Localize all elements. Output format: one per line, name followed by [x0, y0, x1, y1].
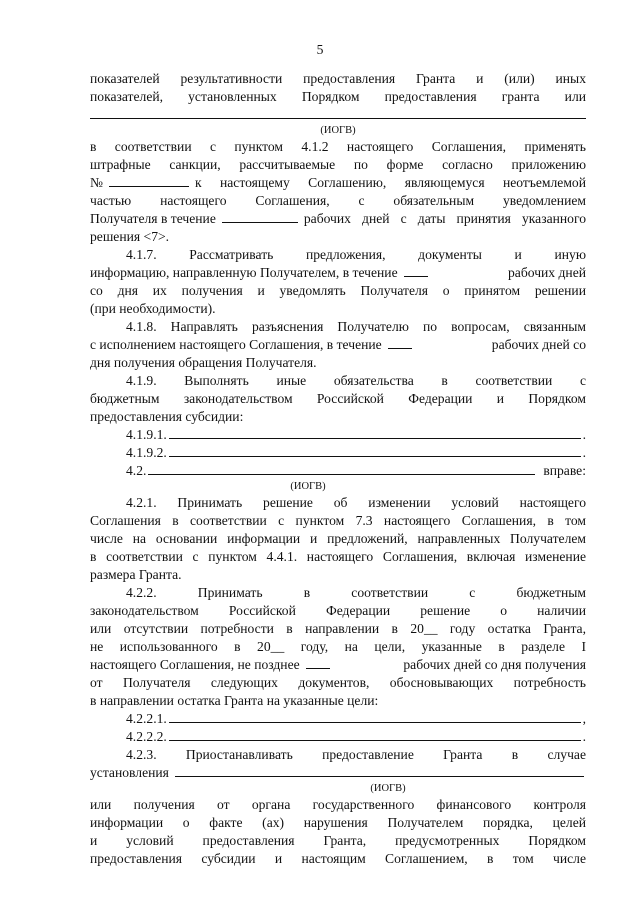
text-line: предоставления субсидии и настоящим Соглашением, в том числе — [90, 851, 586, 866]
text-fragment: рабочих дней со дня получения — [403, 657, 586, 672]
text-line: 4.1.8. Направлять разъяснения Получателю по вопросам, связанным — [126, 319, 586, 334]
text-line: законодательством Российской Федерации решение о наличии — [90, 603, 586, 618]
text-fragment: Получателя в течение — [90, 211, 216, 226]
text-line: бюджетным законодательством Российской Федерации и Порядком — [90, 391, 586, 406]
text-line: или отсутствии потребности в направлении в 20__ году остатка Гранта, — [90, 621, 586, 636]
fill-line — [90, 444, 586, 462]
fill-line — [90, 426, 586, 444]
blank-field — [306, 656, 330, 669]
item-number: 4.2.2.1. — [126, 711, 167, 726]
fill-line — [90, 106, 586, 124]
item-punct: . — [582, 729, 586, 744]
text-fragment: информацию, направленную Получателем, в течение — [90, 265, 398, 280]
item-number: 4.2. — [126, 463, 147, 478]
text-line: (при необходимости). — [90, 301, 216, 316]
text-line: 4.1.9. Выполнять иные обязательства в соответствии с — [126, 373, 586, 388]
text-line: в соответствии с пунктом 4.1.2 настоящего Соглашения, применять — [90, 139, 586, 154]
text-line: со дня их получения и уведомлять Получателя о принятом решении — [90, 283, 586, 298]
item-number: 4.2.2.2. — [126, 729, 167, 744]
text-fragment: с исполнением настоящего Соглашения, в течение — [90, 337, 382, 352]
page-number: 5 — [316, 42, 324, 57]
text-line: 4.2.3. Приостанавливать предоставление Гранта в случае — [126, 747, 586, 762]
blank-field — [169, 710, 581, 723]
text-line: решения <7>. — [90, 229, 170, 244]
text-line — [90, 210, 586, 228]
blank-field — [404, 264, 428, 277]
text-line: 4.2.1. Принимать решение об изменении условий настоящего — [126, 495, 586, 510]
text-fragment: рабочих дней с даты принятия указанного — [303, 211, 586, 226]
blank-field — [109, 174, 189, 187]
ogv-caption: (ИОГВ) — [290, 481, 326, 492]
blank-field — [169, 426, 581, 439]
item-punct: , — [582, 711, 586, 726]
item-punct: . — [582, 427, 586, 442]
blank-field — [175, 764, 584, 777]
text-fragment: вправе: — [543, 463, 586, 478]
item-number: 4.1.9.1. — [126, 427, 167, 442]
text-fragment: установления — [90, 765, 169, 780]
text-fragment: № — [90, 175, 103, 190]
text-line: показателей результативности предоставления Гранта и (или) иных — [90, 71, 586, 86]
text-line: дня получения обращения Получателя. — [90, 355, 317, 370]
text-line: или получения от органа государственного финансового контроля — [90, 797, 586, 812]
text-line: информации о факте (ах) нарушения Получателем порядка, целей — [90, 815, 586, 830]
item-punct: . — [582, 445, 586, 460]
text-line: и условий предоставления Гранта, предусмотренных Порядком — [90, 833, 586, 848]
blank-field — [388, 336, 412, 349]
text-line: в соответствии с пунктом 4.4.1. настоящего Соглашения, включая изменение — [90, 549, 586, 564]
fill-line — [90, 710, 586, 728]
text-line: размера Гранта. — [90, 567, 182, 582]
text-fragment: к настоящему Соглашению, являющемуся неотъемлемой — [194, 175, 586, 190]
text-line — [90, 264, 586, 282]
text-line: Соглашения в соответствии с пунктом 7.3 настоящего Соглашения, в том — [90, 513, 586, 528]
text-line — [90, 656, 586, 674]
text-line — [90, 174, 586, 192]
fill-line — [90, 728, 586, 746]
fill-line — [90, 764, 586, 782]
document-body — [90, 70, 586, 868]
fill-line — [90, 462, 586, 480]
text-line: не использованного в 20__ году, на цели, указанные в разделе I — [90, 639, 586, 654]
text-line — [90, 336, 586, 354]
text-line: частью настоящего Соглашения, с обязательным уведомлением — [90, 193, 586, 208]
text-line: предоставления субсидии: — [90, 409, 244, 424]
blank-field — [148, 462, 535, 475]
text-fragment: рабочих дней — [508, 265, 586, 280]
text-line: числе на основании информации и предложений, направленных Получателем — [90, 531, 586, 546]
text-line: показателей, установленных Порядком предоставления гранта или — [90, 89, 586, 104]
ogv-caption: (ИОГВ) — [320, 125, 356, 136]
text-line: 4.2.2. Принимать в соответствии с бюджетным — [126, 585, 586, 600]
blank-field — [222, 210, 298, 223]
text-line: 4.1.7. Рассматривать предложения, документы и иную — [126, 247, 586, 262]
item-number: 4.1.9.2. — [126, 445, 167, 460]
blank-field — [169, 728, 581, 741]
text-fragment: рабочих дней со — [491, 337, 586, 352]
ogv-caption: (ИОГВ) — [370, 783, 406, 794]
blank-field — [169, 444, 581, 457]
text-fragment: настоящего Соглашения, не позднее — [90, 657, 300, 672]
text-line: в направлении остатка Гранта на указанные цели: — [90, 693, 379, 708]
text-line: штрафные санкции, рассчитываемые по форме согласно приложению — [90, 157, 586, 172]
text-line: от Получателя следующих документов, обосновывающих потребность — [90, 675, 586, 690]
